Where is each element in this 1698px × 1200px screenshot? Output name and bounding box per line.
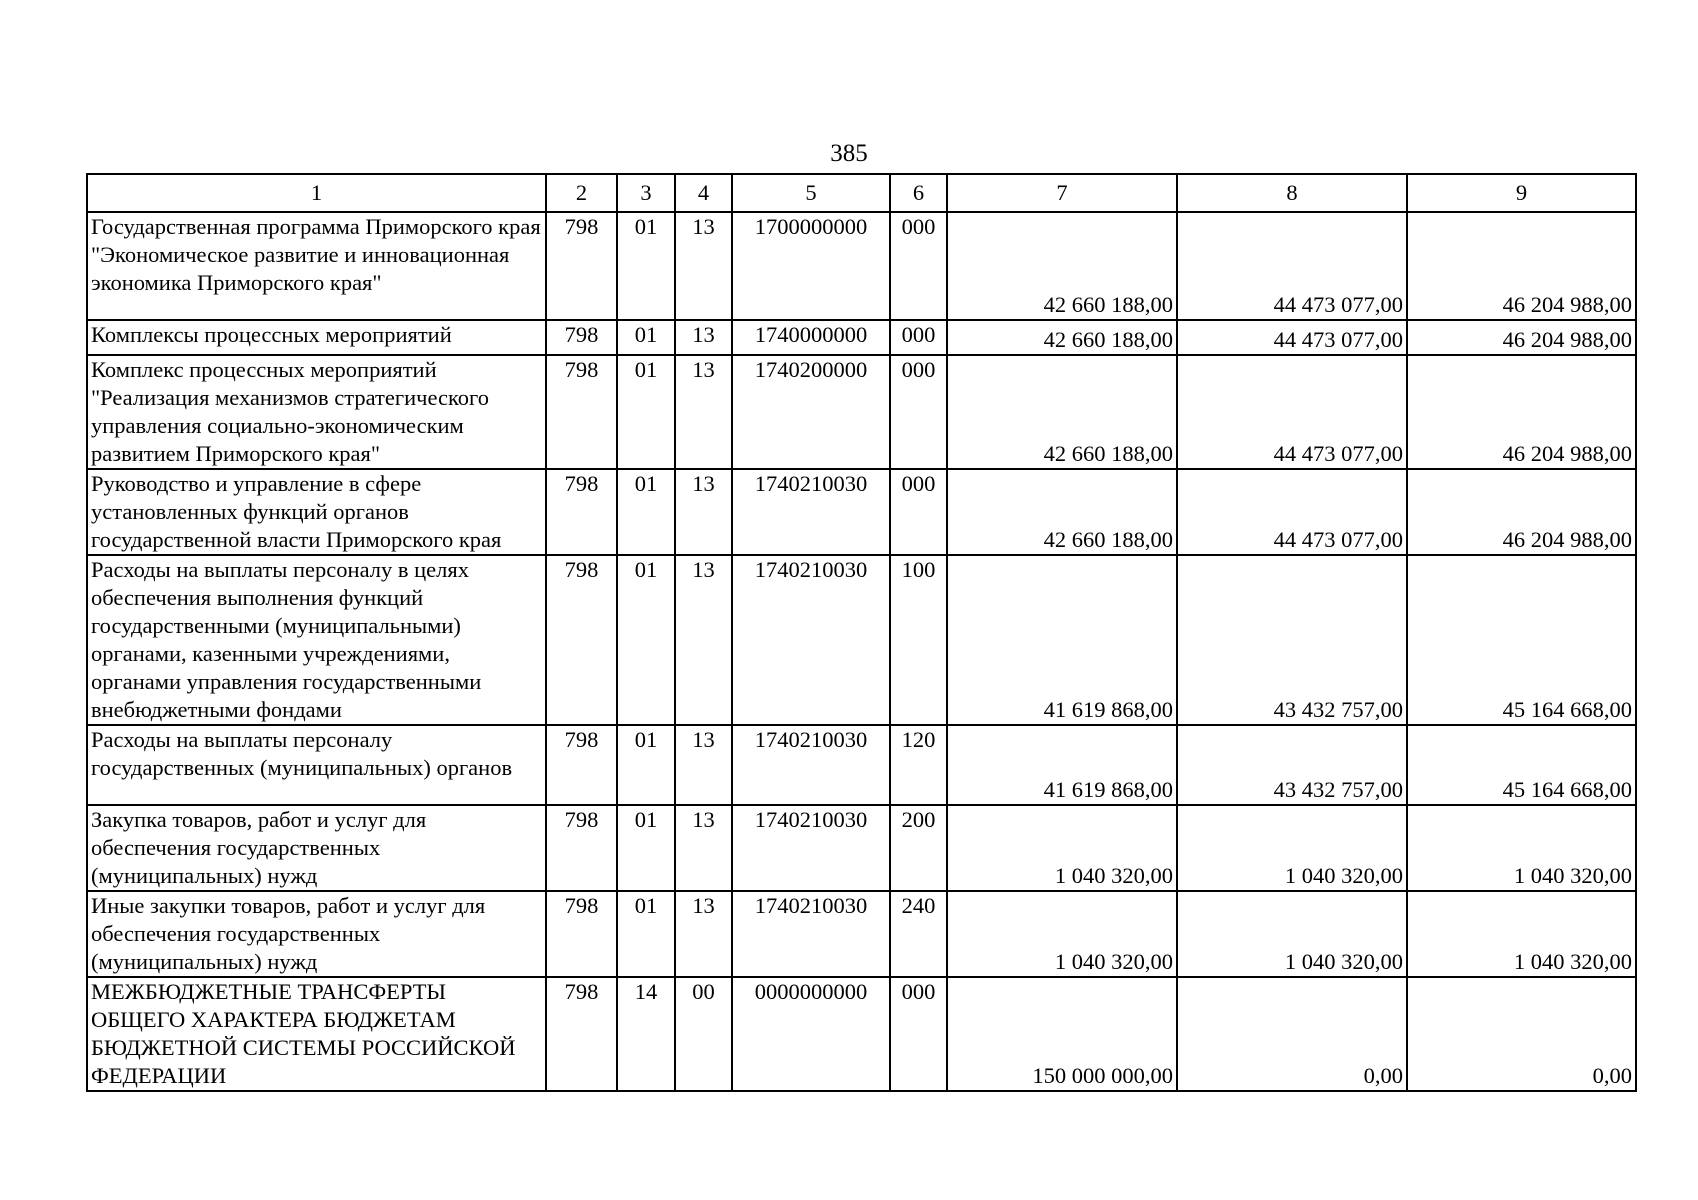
expense-name-cell: МЕЖБЮДЖЕТНЫЕ ТРАНСФЕРТЫ ОБЩЕГО ХАРАКТЕРА БЮДЖЕТАМ БЮДЖЕТНОЙ СИСТЕМЫ РОССИЙСКОЙ ФЕДЕРАЦИИ — [87, 977, 546, 1091]
amount-year-2-cell: 44 473 077,00 — [1177, 469, 1407, 555]
amount-year-1-cell: 42 660 188,00 — [947, 355, 1177, 469]
ved-code-cell: 798 — [546, 891, 617, 977]
amount-year-3-cell: 45 164 668,00 — [1407, 555, 1636, 725]
expense-type-code-cell: 240 — [890, 891, 947, 977]
budget-table — [86, 173, 1637, 1092]
section-code-cell: 01 — [617, 805, 675, 891]
amount-year-3-cell: 1 040 320,00 — [1407, 891, 1636, 977]
amount-year-2-cell: 1 040 320,00 — [1177, 891, 1407, 977]
amount-year-2-cell: 0,00 — [1177, 977, 1407, 1091]
ved-code-cell: 798 — [546, 725, 617, 805]
expense-name-cell: Комплекс процессных мероприятий "Реализация механизмов стратегического управления социально-экономическим развитием Приморского края" — [87, 355, 546, 469]
target-article-code-cell: 1700000000 — [732, 212, 890, 320]
ved-code-cell: 798 — [546, 320, 617, 355]
amount-year-1-cell: 42 660 188,00 — [947, 320, 1177, 355]
target-article-code-cell: 1740210030 — [732, 725, 890, 805]
subsection-code-cell: 13 — [675, 891, 732, 977]
amount-year-3-cell: 46 204 988,00 — [1407, 355, 1636, 469]
subsection-code-cell: 13 — [675, 805, 732, 891]
expense-type-code-cell: 120 — [890, 725, 947, 805]
section-code-cell: 01 — [617, 725, 675, 805]
amount-year-1-cell: 1 040 320,00 — [947, 805, 1177, 891]
expense-type-code-cell: 000 — [890, 469, 947, 555]
expense-type-code-cell: 200 — [890, 805, 947, 891]
amount-year-1-cell: 41 619 868,00 — [947, 555, 1177, 725]
section-code-cell: 01 — [617, 469, 675, 555]
section-code-cell: 01 — [617, 212, 675, 320]
section-code-cell: 01 — [617, 891, 675, 977]
subsection-code-cell: 13 — [675, 469, 732, 555]
expense-name-cell: Закупка товаров, работ и услуг для обеспечения государственных (муниципальных) нужд — [87, 805, 546, 891]
subsection-code-cell: 13 — [675, 555, 732, 725]
expense-name-cell: Расходы на выплаты персоналу в целях обеспечения выполнения функций государственными (муниципальными) органами, казенными учреждениями, органами управления государственными внебюджетными фондами — [87, 555, 546, 725]
amount-year-2-cell: 44 473 077,00 — [1177, 320, 1407, 355]
section-code-cell: 01 — [617, 355, 675, 469]
column-header: 2 — [546, 174, 617, 212]
table-row — [87, 469, 1636, 555]
target-article-code-cell: 1740210030 — [732, 805, 890, 891]
table-row — [87, 725, 1636, 805]
table-row — [87, 805, 1636, 891]
header-row — [87, 174, 1636, 212]
subsection-code-cell: 13 — [675, 355, 732, 469]
subsection-code-cell: 00 — [675, 977, 732, 1091]
expense-name-cell: Комплексы процессных мероприятий — [87, 320, 546, 355]
subsection-code-cell: 13 — [675, 212, 732, 320]
table-row — [87, 320, 1636, 355]
page-number: 385 — [830, 140, 868, 167]
section-code-cell: 01 — [617, 555, 675, 725]
subsection-code-cell: 13 — [675, 725, 732, 805]
table-row — [87, 977, 1636, 1091]
section-code-cell: 01 — [617, 320, 675, 355]
ved-code-cell: 798 — [546, 212, 617, 320]
amount-year-1-cell: 42 660 188,00 — [947, 469, 1177, 555]
amount-year-2-cell: 1 040 320,00 — [1177, 805, 1407, 891]
ved-code-cell: 798 — [546, 555, 617, 725]
amount-year-1-cell: 150 000 000,00 — [947, 977, 1177, 1091]
ved-code-cell: 798 — [546, 805, 617, 891]
target-article-code-cell: 1740210030 — [732, 891, 890, 977]
amount-year-3-cell: 46 204 988,00 — [1407, 212, 1636, 320]
amount-year-1-cell: 41 619 868,00 — [947, 725, 1177, 805]
amount-year-2-cell: 43 432 757,00 — [1177, 555, 1407, 725]
column-header: 1 — [87, 174, 546, 212]
expense-type-code-cell: 000 — [890, 355, 947, 469]
amount-year-3-cell: 0,00 — [1407, 977, 1636, 1091]
column-header: 5 — [732, 174, 890, 212]
target-article-code-cell: 1740200000 — [732, 355, 890, 469]
expense-name-cell: Руководство и управление в сфере установленных функций органов государственной власти Приморского края — [87, 469, 546, 555]
amount-year-2-cell: 44 473 077,00 — [1177, 355, 1407, 469]
ved-code-cell: 798 — [546, 355, 617, 469]
amount-year-3-cell: 46 204 988,00 — [1407, 469, 1636, 555]
amount-year-1-cell: 42 660 188,00 — [947, 212, 1177, 320]
ved-code-cell: 798 — [546, 977, 617, 1091]
amount-year-3-cell: 46 204 988,00 — [1407, 320, 1636, 355]
expense-type-code-cell: 000 — [890, 212, 947, 320]
column-header: 9 — [1407, 174, 1636, 212]
table-row — [87, 555, 1636, 725]
column-header: 7 — [947, 174, 1177, 212]
column-header: 3 — [617, 174, 675, 212]
ved-code-cell: 798 — [546, 469, 617, 555]
expense-type-code-cell: 000 — [890, 320, 947, 355]
expense-name-cell: Расходы на выплаты персоналу государственных (муниципальных) органов — [87, 725, 546, 805]
target-article-code-cell: 1740000000 — [732, 320, 890, 355]
expense-name-cell: Государственная программа Приморского края "Экономическое развитие и инновационная экономика Приморского края" — [87, 212, 546, 320]
amount-year-3-cell: 1 040 320,00 — [1407, 805, 1636, 891]
subsection-code-cell: 13 — [675, 320, 732, 355]
expense-type-code-cell: 100 — [890, 555, 947, 725]
target-article-code-cell: 1740210030 — [732, 469, 890, 555]
expense-name-cell: Иные закупки товаров, работ и услуг для обеспечения государственных (муниципальных) нужд — [87, 891, 546, 977]
target-article-code-cell: 0000000000 — [732, 977, 890, 1091]
table-row — [87, 355, 1636, 469]
column-header: 6 — [890, 174, 947, 212]
column-header: 4 — [675, 174, 732, 212]
amount-year-2-cell: 43 432 757,00 — [1177, 725, 1407, 805]
expense-type-code-cell: 000 — [890, 977, 947, 1091]
amount-year-1-cell: 1 040 320,00 — [947, 891, 1177, 977]
amount-year-3-cell: 45 164 668,00 — [1407, 725, 1636, 805]
column-header: 8 — [1177, 174, 1407, 212]
table-row — [87, 212, 1636, 320]
section-code-cell: 14 — [617, 977, 675, 1091]
table-row — [87, 891, 1636, 977]
target-article-code-cell: 1740210030 — [732, 555, 890, 725]
amount-year-2-cell: 44 473 077,00 — [1177, 212, 1407, 320]
